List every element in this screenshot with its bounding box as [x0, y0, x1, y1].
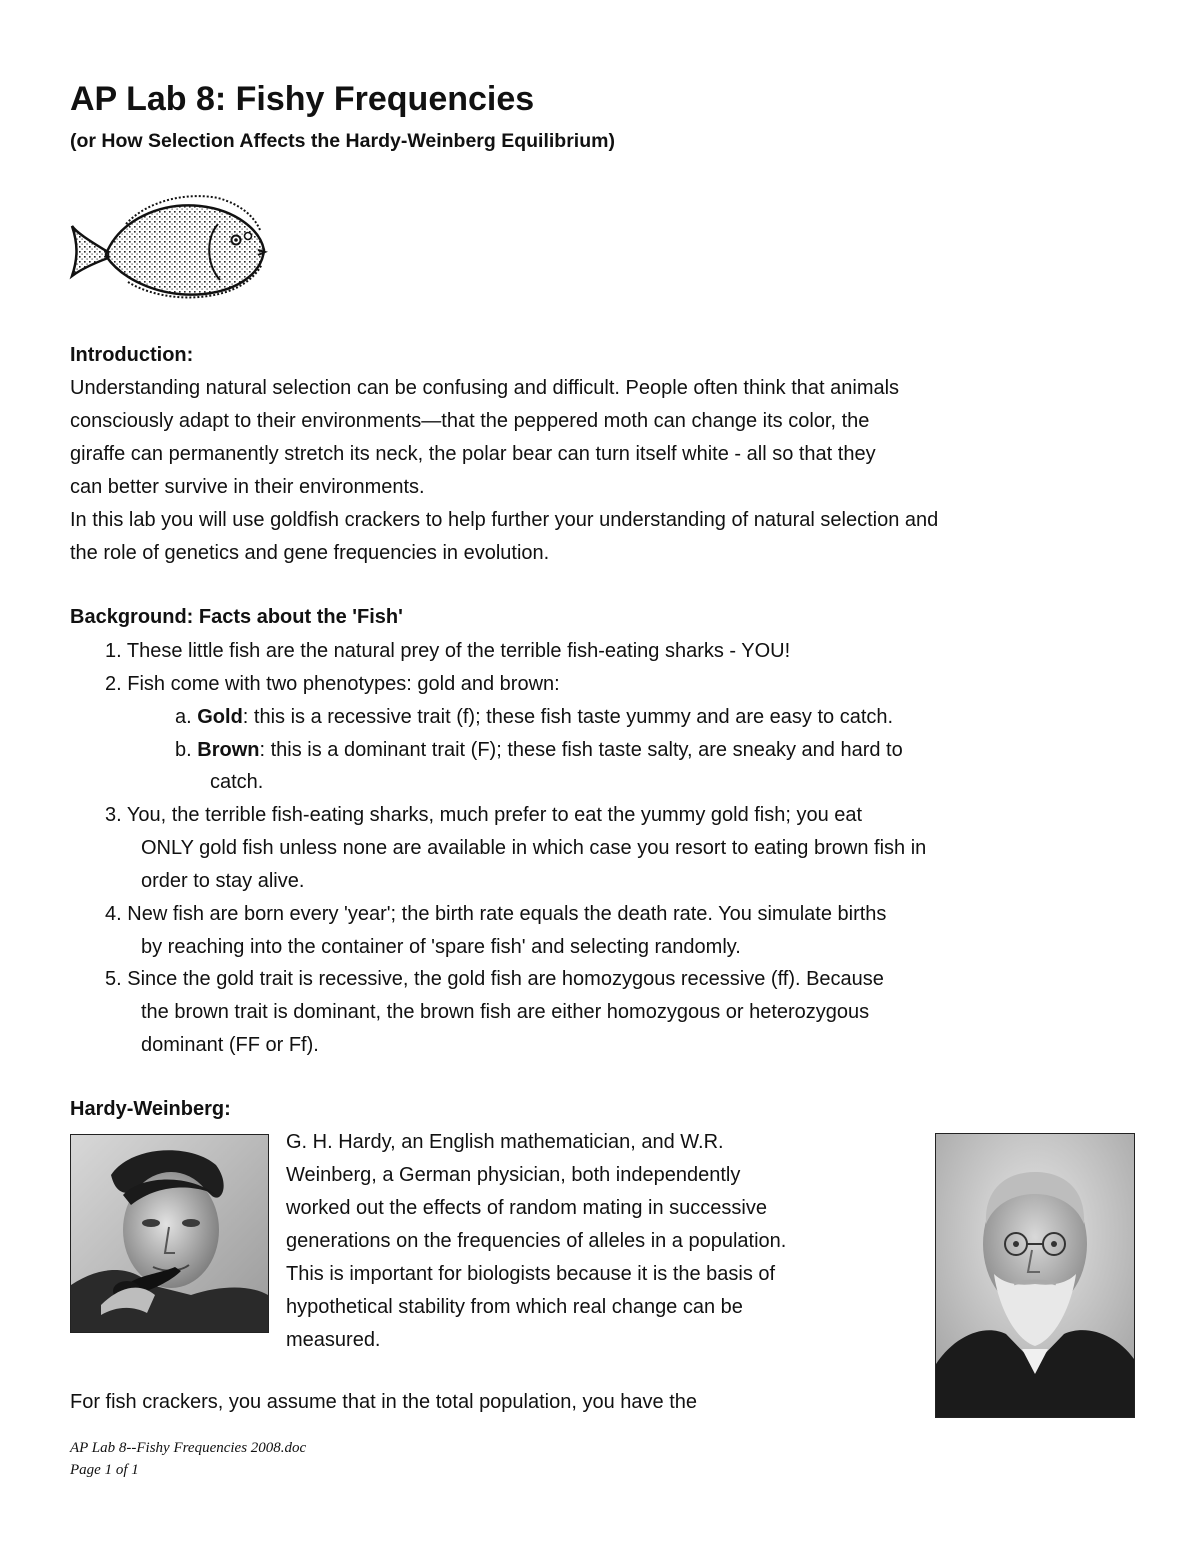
list-text-continued: order to stay alive. — [141, 870, 305, 892]
portrait-weinberg-image — [936, 1134, 1134, 1417]
introduction-heading: Introduction: — [70, 344, 194, 366]
list-text: You, the terrible fish-eating sharks, much prefer to eat the yummy gold fish; you eat — [126, 804, 863, 826]
trait-name: Gold — [197, 706, 243, 728]
hw-line: Weinberg, a German physician, both independently — [286, 1164, 741, 1186]
list-number: 5. — [105, 968, 122, 990]
hw-line: generations on the frequencies of alleles in a population. — [286, 1230, 787, 1252]
list-text: New fish are born every 'year'; the birth rate equals the death rate. You simulate births — [127, 903, 887, 925]
list-number: 3. — [105, 804, 122, 826]
portrait-hardy-image — [71, 1135, 268, 1332]
list-number: 2. — [105, 673, 122, 695]
list-text-continued: catch. — [210, 771, 264, 793]
hw-line: hypothetical stability from which real change can be — [286, 1296, 743, 1318]
list-item — [105, 635, 790, 668]
footer-page-number: Page 1 of 1 — [70, 1462, 139, 1478]
list-text: : this is a dominant trait (F); these fish taste salty, are sneaky and hard to — [259, 739, 903, 761]
list-text-continued: ONLY gold fish unless none are available in which case you resort to eating brown fish in — [141, 837, 927, 859]
list-item — [105, 668, 560, 701]
intro-line: can better survive in their environments. — [70, 476, 425, 498]
intro-line: consciously adapt to their environments—that the peppered moth can change its color, the — [70, 410, 870, 432]
list-number: 4. — [105, 903, 122, 925]
intro-line: Understanding natural selection can be confusing and difficult. People often think that animals — [70, 377, 900, 399]
hw-line: measured. — [286, 1329, 381, 1351]
list-text-continued: by reaching into the container of 'spare fish' and selecting randomly. — [141, 936, 741, 958]
list-item — [105, 898, 886, 931]
hw-line: This is important for biologists because it is the basis of — [286, 1263, 776, 1285]
list-text: Fish come with two phenotypes: gold and brown: — [127, 673, 560, 695]
list-text-continued: dominant (FF or Ff). — [141, 1034, 319, 1056]
hardy-weinberg-heading: Hardy-Weinberg: — [70, 1098, 231, 1120]
list-text: : this is a recessive trait (f); these fish taste yummy and are easy to catch. — [242, 706, 894, 728]
sub-list-item — [175, 701, 893, 734]
background-heading: Background: Facts about the 'Fish' — [70, 606, 403, 628]
list-text-continued: the brown trait is dominant, the brown fish are either homozygous or heterozygous — [141, 1001, 870, 1023]
intro-line: giraffe can permanently stretch its neck, the polar bear can turn itself white - all so that they — [70, 443, 876, 465]
sub-list-letter: a. — [175, 706, 192, 728]
trait-name: Brown — [197, 739, 260, 761]
intro-line: the role of genetics and gene frequencies in evolution. — [70, 542, 550, 564]
introduction-text — [70, 372, 1130, 570]
hardy-weinberg-text — [286, 1126, 916, 1357]
closing-sentence: For fish crackers, you assume that in the total population, you have the — [70, 1391, 698, 1413]
fish-illustration — [68, 190, 268, 302]
list-number: 1. — [105, 640, 122, 662]
sub-list-item — [175, 734, 903, 767]
page-title: AP Lab 8: Fishy Frequencies — [70, 80, 535, 118]
list-item — [105, 799, 862, 832]
footer-filename: AP Lab 8--Fishy Frequencies 2008.doc — [70, 1440, 307, 1456]
portrait-hardy-photo — [70, 1134, 269, 1333]
intro-line: In this lab you will use goldfish crackers to help further your understanding of natural selection and — [70, 509, 939, 531]
portrait-weinberg-photo — [935, 1133, 1135, 1418]
list-text: These little fish are the natural prey of the terrible fish-eating sharks - YOU! — [126, 640, 791, 662]
list-text: Since the gold trait is recessive, the gold fish are homozygous recessive (ff). Because — [127, 968, 884, 990]
page-subtitle: (or How Selection Affects the Hardy-Weinberg Equilibrium) — [70, 130, 615, 152]
sub-list-letter: b. — [175, 739, 192, 761]
hw-line: worked out the effects of random mating in successive — [286, 1197, 767, 1219]
list-item — [105, 963, 884, 996]
hw-line: G. H. Hardy, an English mathematician, and W.R. — [286, 1131, 724, 1153]
